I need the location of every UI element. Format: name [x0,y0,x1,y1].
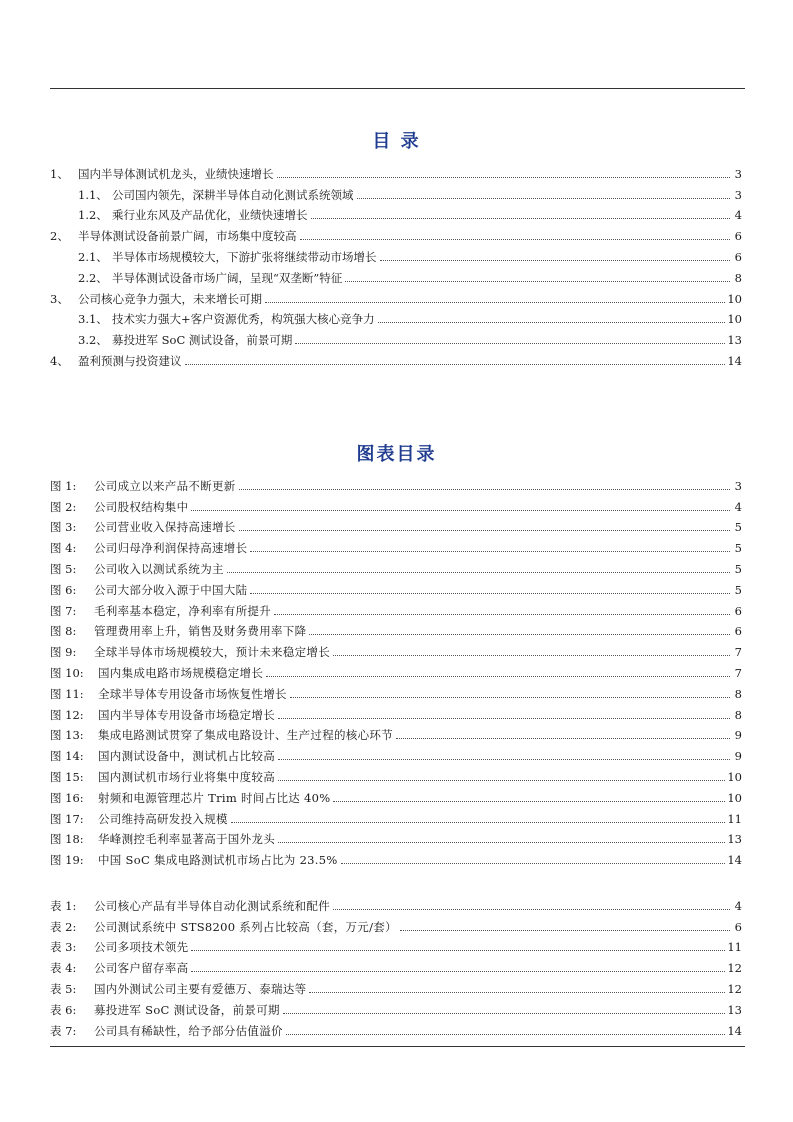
figure-label: 公司收入以测试系统为主 [94,561,224,576]
figure-label: 公司营业收入保持高速增长 [94,520,236,535]
figure-page: 5 [734,541,742,556]
leader-dots [341,863,726,864]
leader-dots [286,1034,726,1035]
figure-item[interactable] [50,701,742,722]
figure-label: 公司成立以来产品不断更新 [94,478,236,493]
table-item[interactable] [50,975,742,996]
table-num: 表 5: [50,981,77,996]
figure-num: 图 3: [50,520,77,535]
figure-item[interactable] [50,534,742,555]
figure-num: 图 11: [50,686,84,701]
figure-label: 全球半导体市场规模较大，预计未来稳定增长 [94,645,330,660]
figure-label: 国内半导体专用设备市场稳定增长 [98,707,275,722]
figure-page: 10 [727,769,742,784]
figure-num: 图 13: [50,728,84,743]
figure-label: 国内测试机市场行业将集中度较高 [98,769,275,784]
leader-dots [309,634,730,635]
table-num: 表 2: [50,919,77,934]
figure-num: 图 1: [50,478,77,493]
toc-item[interactable] [50,243,742,264]
figure-page: 11 [727,811,742,826]
table-item[interactable] [50,892,742,913]
figure-label: 国内测试设备中，测试机占比较高 [98,749,275,764]
toc-heading: 目 录 [372,131,421,152]
table-num: 表 4: [50,961,77,976]
table-num: 表 1: [50,898,77,913]
figure-item[interactable] [50,618,742,639]
figure-page: 3 [734,478,742,493]
figure-item[interactable] [50,742,742,763]
leader-dots [239,489,730,490]
figure-num: 图 18: [50,832,84,847]
toc-label: 公司国内领先，深耕半导体自动化测试系统领域 [112,187,354,202]
table-item[interactable] [50,996,742,1017]
table-num: 表 7: [50,1023,77,1038]
toc-page: 14 [727,353,742,368]
figure-page: 8 [734,707,742,722]
figure-label: 公司大部分收入源于中国大陆 [94,582,248,597]
toc-page: 8 [734,270,742,285]
table-label: 公司核心产品有半导体自动化测试系统和配件 [94,898,330,913]
figure-page: 4 [734,499,742,514]
leader-dots [227,572,730,573]
table-num: 表 3: [50,940,77,955]
figure-page: 6 [734,603,742,618]
table-page: 6 [734,919,742,934]
toc-item[interactable] [50,202,742,223]
figure-item[interactable] [50,597,742,618]
figure-page: 13 [727,832,742,847]
figure-item[interactable] [50,555,742,576]
toc-label: 乘行业东风及产品优化，业绩快速增长 [112,208,308,223]
leader-dots [266,676,730,677]
leader-dots [278,718,730,719]
leader-dots [396,738,730,739]
leader-dots [333,801,725,802]
bottom-rule [50,1046,745,1047]
leader-dots [309,992,725,993]
tables-list [50,892,742,1038]
figure-item[interactable] [50,805,742,826]
leader-dots [239,530,730,531]
figure-page: 5 [734,520,742,535]
table-label: 募投进军 SoC 测试设备，前景可期 [94,1002,280,1017]
toc-num: 4、 [50,353,69,368]
leader-dots [380,260,731,261]
toc-item[interactable] [50,160,742,181]
toc-num: 1.2、 [78,208,108,223]
figure-item[interactable] [50,680,742,701]
figure-item[interactable] [50,784,742,805]
leader-dots [191,510,730,511]
toc-num: 2.1、 [78,249,108,264]
toc-page: 6 [734,229,742,244]
figure-num: 图 15: [50,769,84,784]
toc-item[interactable] [50,347,742,368]
leader-dots [231,822,726,823]
figure-item[interactable] [50,846,742,867]
leader-dots [295,343,725,344]
toc-label: 半导体市场规模较大，下游扩张将继续带动市场增长 [112,249,377,264]
toc-page: 10 [727,312,742,327]
leader-dots [357,198,731,199]
figures-list [50,472,742,867]
leader-dots [283,1013,726,1014]
figure-label: 中国 SoC 集成电路测试机市场占比为 23.5% [98,853,338,868]
table-page: 12 [727,961,742,976]
figure-num: 图 2: [50,499,77,514]
table-label: 公司测试系统中 STS8200 系列占比较高（套，万元/套） [94,919,397,934]
toc-label: 技术实力强大+客户资源优秀，构筑强大核心竞争力 [112,312,375,327]
figure-num: 图 7: [50,603,77,618]
toc-page: 6 [734,249,742,264]
figure-page: 6 [734,624,742,639]
table-item[interactable] [50,913,742,934]
toc-label: 半导体测试设备前景广阔，市场集中度较高 [78,229,297,244]
figure-label: 射频和电源管理芯片 Trim 时间占比达 40% [98,790,331,805]
toc-label: 公司核心竞争力强大，未来增长可期 [78,291,262,306]
figure-page: 9 [734,749,742,764]
figure-num: 图 19: [50,853,84,868]
table-label: 公司具有稀缺性，给予部分估值溢价 [94,1023,283,1038]
figure-item[interactable] [50,472,742,493]
figure-label: 华峰测控毛利率显著高于国外龙头 [98,832,275,847]
table-page: 12 [727,981,742,996]
figure-num: 图 8: [50,624,77,639]
leader-dots [311,218,731,219]
figure-item[interactable] [50,722,742,743]
toc-label: 国内半导体测试机龙头，业绩快速增长 [78,166,274,181]
toc-num: 1、 [50,166,69,181]
leader-dots [290,697,730,698]
top-rule [50,88,745,89]
leader-dots [378,322,726,323]
toc-page: 13 [727,333,742,348]
figure-item[interactable] [50,763,742,784]
toc-item[interactable] [50,306,742,327]
leader-dots [191,971,725,972]
leader-dots [333,655,730,656]
figure-label: 国内集成电路市场规模稳定增长 [98,665,264,680]
toc-list [50,160,742,368]
figure-item[interactable] [50,638,742,659]
leader-dots [345,281,730,282]
figure-num: 图 10: [50,665,84,680]
figure-page: 8 [734,686,742,701]
toc-num: 3.2、 [78,333,108,348]
leader-dots [185,364,726,365]
toc-num: 3、 [50,291,69,306]
toc-item[interactable] [50,181,742,202]
figure-num: 图 16: [50,790,84,805]
toc-item[interactable] [50,285,742,306]
figure-num: 图 12: [50,707,84,722]
figure-num: 图 6: [50,582,77,597]
figure-num: 图 17: [50,811,84,826]
figure-item[interactable] [50,826,742,847]
table-item[interactable] [50,954,742,975]
figure-label: 公司归母净利润保持高速增长 [94,541,248,556]
table-page: 4 [734,898,742,913]
leader-dots [278,780,725,781]
figure-page: 7 [734,665,742,680]
toc-num: 2.2、 [78,270,108,285]
toc-label: 半导体测试设备市场广阔，呈现“双垄断”特征 [112,270,343,285]
figure-page: 5 [734,582,742,597]
leader-dots [274,614,730,615]
figures-heading: 图表目录 [356,444,437,465]
figure-num: 图 9: [50,645,77,660]
table-label: 国内外测试公司主要有爱德万、泰瑞达等 [94,981,307,996]
leader-dots [250,593,730,594]
leader-dots [250,551,730,552]
toc-page: 3 [734,166,742,181]
table-item[interactable] [50,1017,742,1038]
figure-num: 图 4: [50,541,77,556]
table-num: 表 6: [50,1002,77,1017]
figure-label: 公司维持高研发投入规模 [98,811,228,826]
toc-num: 2、 [50,229,69,244]
table-page: 14 [727,1023,742,1038]
table-label: 公司客户留存率高 [94,961,189,976]
figure-label: 集成电路测试贯穿了集成电路设计、生产过程的核心环节 [98,728,393,743]
figure-page: 10 [727,790,742,805]
leader-dots [278,842,725,843]
toc-label: 募投进军 SoC 测试设备，前景可期 [112,333,293,348]
table-item[interactable] [50,934,742,955]
toc-page: 10 [727,291,742,306]
leader-dots [278,759,730,760]
figure-item[interactable] [50,659,742,680]
figure-page: 14 [727,853,742,868]
leader-dots [400,930,730,931]
figure-num: 图 5: [50,561,77,576]
toc-item[interactable] [50,222,742,243]
toc-item[interactable] [50,326,742,347]
figure-page: 5 [734,561,742,576]
table-label: 公司多项技术领先 [94,940,189,955]
figure-item[interactable] [50,576,742,597]
leader-dots [191,950,725,951]
toc-page: 4 [734,208,742,223]
table-page: 13 [727,1002,742,1017]
figure-num: 图 14: [50,749,84,764]
figure-item[interactable] [50,514,742,535]
leader-dots [333,909,730,910]
figure-label: 全球半导体专用设备市场恢复性增长 [98,686,287,701]
table-page: 11 [727,940,742,955]
leader-dots [300,239,731,240]
leader-dots [277,177,731,178]
toc-page: 3 [734,187,742,202]
toc-item[interactable] [50,264,742,285]
figure-item[interactable] [50,493,742,514]
leader-dots [265,302,725,303]
toc-num: 1.1、 [78,187,108,202]
figure-page: 9 [734,728,742,743]
figure-label: 管理费用率上升，销售及财务费用率下降 [94,624,307,639]
toc-num: 3.1、 [78,312,108,327]
figure-label: 公司股权结构集中 [94,499,189,514]
figure-page: 7 [734,645,742,660]
toc-label: 盈利预测与投资建议 [78,353,182,368]
figure-label: 毛利率基本稳定，净利率有所提升 [94,603,271,618]
